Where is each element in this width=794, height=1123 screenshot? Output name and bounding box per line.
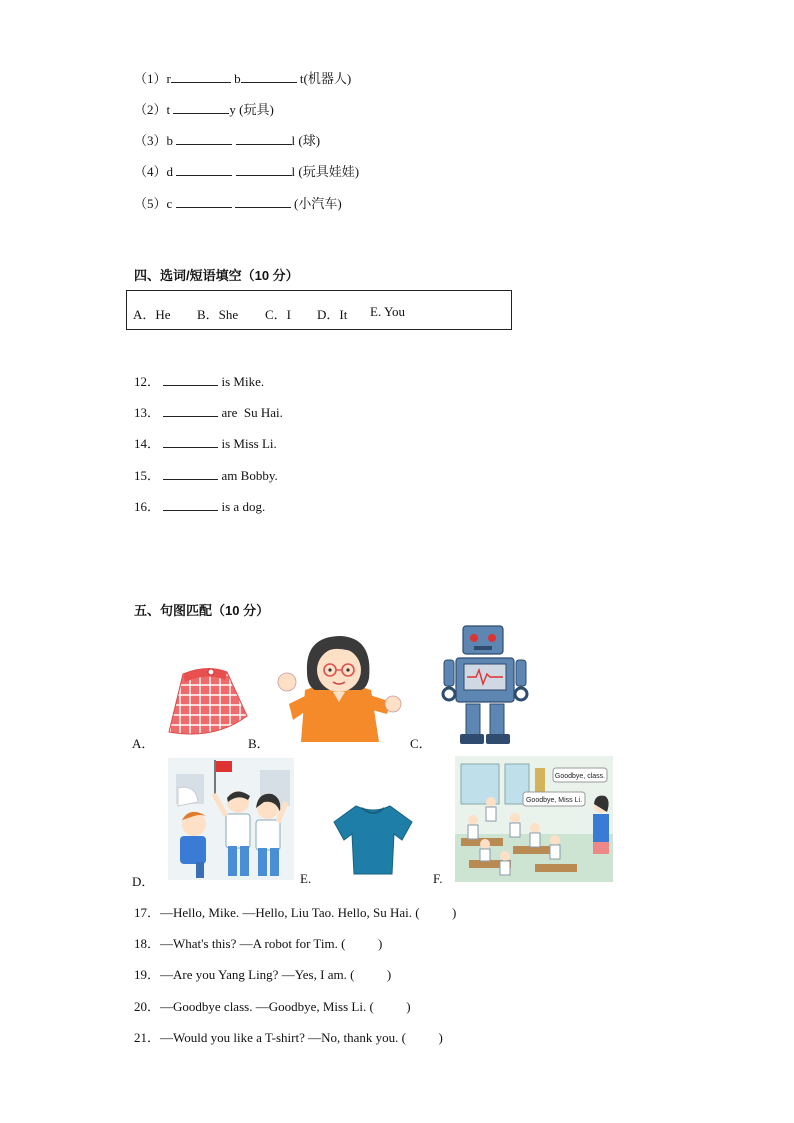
option-e: E. You xyxy=(370,304,406,319)
answer-blank[interactable] xyxy=(163,435,218,448)
question-16: 16． is a dog. xyxy=(134,499,266,514)
word-options-box xyxy=(126,290,512,330)
answer-blank[interactable] xyxy=(163,498,218,511)
answer-blank[interactable] xyxy=(163,467,218,480)
skirt-picture xyxy=(165,660,250,740)
robot-picture xyxy=(440,624,532,746)
answer-blank[interactable] xyxy=(173,101,229,114)
tshirt-picture xyxy=(332,800,414,878)
question-21: 21．—Would you like a T-shirt? —No, thank you. ( ) xyxy=(134,1030,443,1045)
picture-letter-c: C． xyxy=(410,736,432,751)
spell-item-3: （3）b l (球) xyxy=(134,133,321,148)
spell-item-5: （5）c (小汽车) xyxy=(134,196,342,211)
answer-blank[interactable] xyxy=(163,404,218,417)
option-d: D．It xyxy=(317,307,348,322)
classroom-picture xyxy=(455,756,613,882)
answer-blank[interactable] xyxy=(241,70,297,83)
spell-item-2: （2）t y (玩具) xyxy=(134,102,274,117)
question-19: 19．—Are you Yang Ling? —Yes, I am. ( ) xyxy=(134,967,392,982)
question-17: 17．—Hello, Mike. —Hello, Liu Tao. Hello, Su Hai. ( ) xyxy=(134,905,457,920)
question-13: 13． are Su Hai. xyxy=(134,405,283,420)
answer-blank[interactable] xyxy=(236,163,292,176)
bubble-students: Goodbye, Miss Li. xyxy=(525,797,583,804)
bubble-teacher: Goodbye, class. xyxy=(554,773,606,780)
picture-letter-b: B． xyxy=(248,736,270,751)
picture-letter-e: E. xyxy=(300,871,312,886)
spell-item-4: （4）d l (玩具娃娃) xyxy=(134,164,360,179)
picture-letter-f: F. xyxy=(433,871,443,886)
answer-blank[interactable] xyxy=(171,70,231,83)
question-14: 14． is Miss Li. xyxy=(134,436,277,451)
section-4-title: 四、选词/短语填空（10 分） xyxy=(134,268,299,283)
section-5-title: 五、句图匹配（10 分） xyxy=(134,603,270,618)
spell-item-1: （1）r b t(机器人) xyxy=(134,71,352,86)
picture-letter-d: D． xyxy=(132,874,155,889)
option-b: B．She xyxy=(197,307,239,322)
children-greeting-picture xyxy=(168,758,294,880)
answer-blank[interactable] xyxy=(176,163,232,176)
question-18: 18．—What's this? —A robot for Tim. ( ) xyxy=(134,936,383,951)
question-12: 12． is Mike. xyxy=(134,374,265,389)
answer-blank[interactable] xyxy=(235,195,291,208)
question-15: 15． am Bobby. xyxy=(134,468,278,483)
option-c: C．I xyxy=(265,307,292,322)
answer-blank[interactable] xyxy=(236,132,292,145)
answer-blank[interactable] xyxy=(163,373,218,386)
option-a: A．He xyxy=(133,307,171,322)
answer-blank[interactable] xyxy=(176,195,232,208)
answer-blank[interactable] xyxy=(176,132,232,145)
teacher-picture xyxy=(275,632,403,742)
picture-letter-a: A． xyxy=(132,736,155,751)
question-20: 20．—Goodbye class. —Goodbye, Miss Li. ( ) xyxy=(134,999,411,1014)
